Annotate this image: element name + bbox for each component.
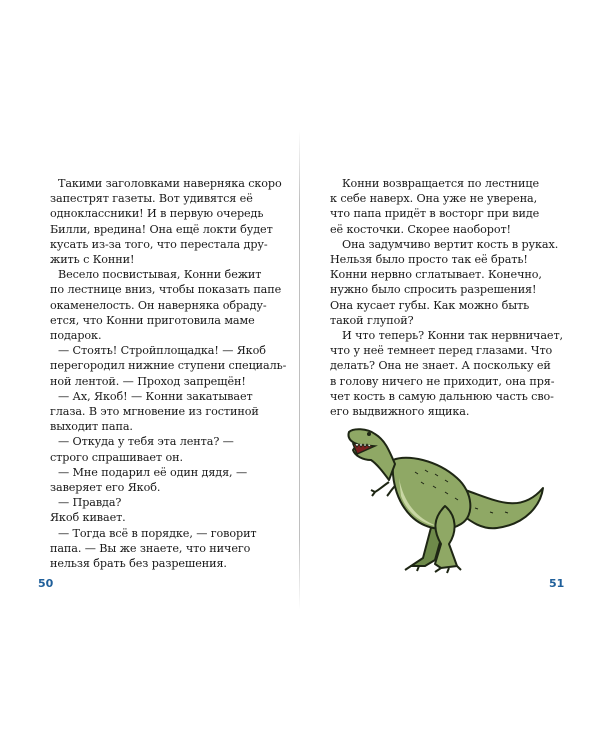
right-text-line: что папа придёт в восторг при виде (330, 207, 540, 221)
page-gutter (299, 130, 300, 610)
left-text-line: папа. — Вы же знаете, что ничего (50, 541, 251, 555)
left-text-line: подарок. (50, 329, 102, 343)
left-text-line: кусать из-за того, что перестала дру- (50, 237, 268, 251)
left-text-line: ется, что Конни приготовила маме (50, 313, 255, 327)
right-text-line: нужно было спросить разрешения! (330, 283, 537, 297)
right-text-line: Она кусает губы. Как можно быть (330, 298, 530, 312)
left-text-line: выходит папа. (50, 420, 133, 434)
right-page-text (330, 176, 563, 419)
left-text-line: перегородил нижние ступени специаль- (50, 359, 287, 373)
dino-head (348, 429, 395, 480)
left-text-line: — Тогда всё в порядке, — говорит (58, 526, 257, 540)
left-text-line: жить с Конни! (50, 253, 135, 267)
left-text-line: — Стоять! Стройплощадка! — Якоб (58, 344, 266, 358)
dino-arm (371, 482, 389, 496)
left-text-line: глаза. В это мгновение из гостиной (50, 405, 259, 419)
left-text-line: окаменелость. Он наверняка обраду- (50, 298, 267, 312)
dino-body (393, 458, 471, 529)
right-text-line: Конни возвращается по лестнице (342, 177, 540, 190)
left-text-line: Якоб кивает. (50, 511, 126, 525)
left-text-line: одноклассники! И в первую очередь (50, 207, 264, 221)
left-page-text (50, 176, 287, 571)
left-text-line: — Мне подарил её один дядя, — (58, 465, 248, 479)
right-text-line: Нельзя было просто так её брать! (330, 253, 528, 267)
left-text-line: заверяет его Якоб. (50, 481, 161, 495)
right-text-line: что у неё темнеет перед глазами. Что (330, 344, 553, 358)
page-number-right: 51 (549, 577, 565, 590)
dino-tail (461, 488, 543, 528)
left-text-line: Весело посвистывая, Конни бежит (58, 268, 262, 282)
left-text-line: — Ах, Якоб! — Конни закатывает (58, 389, 253, 403)
left-text-line: — Откуда у тебя эта лента? — (58, 435, 234, 449)
left-text-line: Такими заголовками наверняка скоро (58, 177, 282, 190)
right-text-line: И что теперь? Конни так нервничает, (342, 329, 563, 343)
right-text-line: Конни нервно сглатывает. Конечно, (330, 268, 542, 282)
left-text-line: Билли, вредина! Она ещё локти будет (50, 222, 273, 236)
right-text-line: делать? Она не знает. А поскольку ей (330, 359, 551, 373)
page-number-left: 50 (38, 577, 54, 590)
left-text-line: — Правда? (58, 496, 122, 510)
right-text-line: её косточки. Скорее наоборот! (330, 222, 511, 236)
right-text-line: Она задумчиво вертит кость в руках. (342, 237, 559, 251)
right-text-line: в голову ничего не приходит, она пря- (330, 374, 555, 388)
right-text-line: чет кость в самую дальнюю часть сво- (330, 389, 554, 403)
left-text-line: нельзя брать без разрешения. (50, 557, 227, 571)
left-text-line: запестрят газеты. Вот удивятся её (50, 192, 253, 206)
dino-eye (367, 432, 371, 436)
t-rex-illustration (345, 420, 550, 580)
left-text-line: строго спрашивает он. (50, 450, 183, 464)
right-text-line: такой глупой? (330, 313, 414, 327)
left-text-line: по лестнице вниз, чтобы показать папе (50, 283, 282, 297)
right-text-line: к себе наверх. Она уже не уверена, (330, 192, 538, 206)
left-text-line: ной лентой. — Проход запрещён! (50, 374, 246, 388)
right-text-line: его выдвижного ящика. (330, 405, 470, 419)
